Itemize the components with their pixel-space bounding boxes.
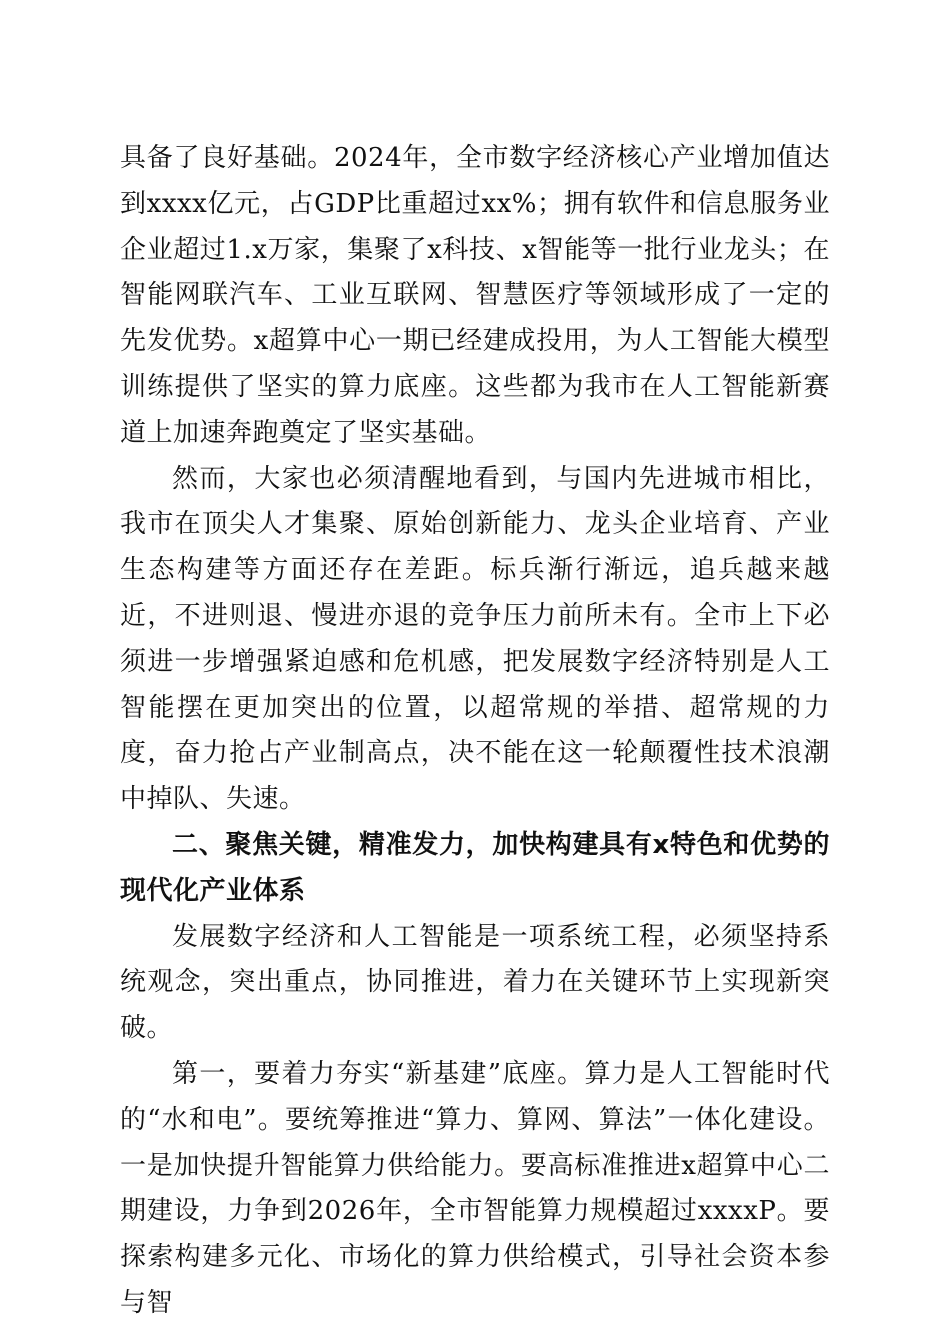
paragraph-systems-approach: 发展数字经济和人工智能是一项系统工程，必须坚持系统观念，突出重点，协同推进，着力在关键环节上实现新突破。 bbox=[120, 921, 830, 1044]
paragraph-challenges: 然而，大家也必须清醒地看到，与国内先进城市相比，我市在顶尖人才集聚、原始创新能力、龙头企业培育、产业生态构建等方面还存在差距。标兵渐行渐远，追兵越来越近，不进则退、慢进亦退的竞争压力前所未有。全市上下必须进一步增强紧迫感和危机感，把发展数字经济特别是人工智能摆在更加突出的位置，以超常规的举措、超常规的力度，奋力抢占产业制高点，决不能在这一轮颠覆性技术浪潮中掉队、失速。 bbox=[120, 463, 830, 815]
paragraph-infrastructure: 第一，要着力夯实“新基建”底座。算力是人工智能时代的“水和电”。要统筹推进“算力、算网、算法”一体化建设。一是加快提升智能算力供给能力。要高标准推进x超算中心二期建设，力争到2026年，全市智能算力规模超过xxxxP。要探索构建多元化、市场化的算力供给模式，引导社会资本参与智 bbox=[120, 1058, 830, 1318]
paragraph-continuation: 具备了良好基础。2024年，全市数字经济核心产业增加值达到xxxx亿元，占GDP比重超过xx%；拥有软件和信息服务业企业超过1.x万家，集聚了x科技、x智能等一批行业龙头；在智能网联汽车、工业互联网、智慧医疗等领域形成了一定的先发优势。x超算中心一期已经建成投用，为人工智能大模型训练提供了坚实的算力底座。这些都为我市在人工智能新赛道上加速奔跑奠定了坚实基础。 bbox=[120, 143, 830, 448]
section-heading-2: 二、聚焦关键，精准发力，加快构建具有x特色和优势的现代化产业体系 bbox=[120, 829, 830, 906]
document-body bbox=[120, 136, 830, 1327]
